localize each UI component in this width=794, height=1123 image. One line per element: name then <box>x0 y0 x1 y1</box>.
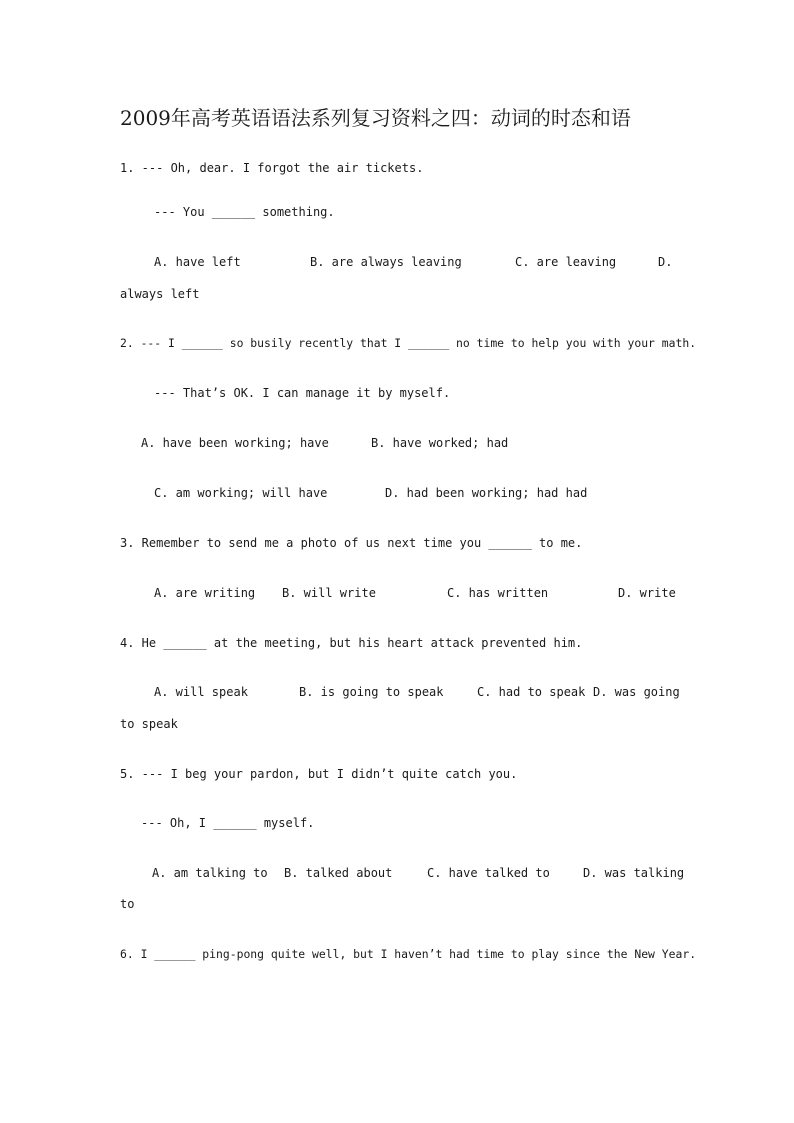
question-5-option-c: C. have talked to <box>427 866 550 880</box>
question-1-option-b: B. are always leaving <box>310 255 462 269</box>
question-3-option-c: C. has written <box>447 586 549 600</box>
question-5-option-d: D. was talking <box>583 866 685 880</box>
question-4-option-b: B. is going to speak <box>299 685 444 699</box>
question-2-reply: --- That’s OK. I can manage it by myself. <box>154 386 451 400</box>
question-4-option-d: D. was going <box>593 685 680 699</box>
question-2-option-c: C. am working; will have <box>154 486 328 500</box>
question-4-option-a: A. will speak <box>154 685 248 699</box>
question-5-stem: 5. --- I beg your pardon, but I didn’t quite catch you. <box>120 767 518 781</box>
question-3-option-a: A. are writing <box>154 586 256 600</box>
document-title: 2009年高考英语语法系列复习资料之四：动词的时态和语 <box>120 106 631 130</box>
question-2-option-d: D. had been working; had had <box>385 486 588 500</box>
question-2-stem: 2. --- I ______ so busily recently that I ______ no time to help you with your math. <box>120 336 697 350</box>
question-4-option-c: C. had to speak <box>477 685 586 699</box>
question-3-option-d: D. write <box>618 586 676 600</box>
question-5-option-a: A. am talking to <box>152 866 268 880</box>
question-5-option-d-continued: to <box>120 897 135 911</box>
question-1-reply: --- You ______ something. <box>154 205 335 219</box>
question-1-option-d-continued: always left <box>120 287 200 301</box>
question-5-reply: --- Oh, I ______ myself. <box>141 816 315 830</box>
question-1-option-c: C. are leaving <box>515 255 617 269</box>
question-1-option-d: D. <box>658 255 673 269</box>
question-1-option-a: A. have left <box>154 255 241 269</box>
question-1-stem: 1. --- Oh, dear. I forgot the air tickets. <box>120 161 424 175</box>
question-3-stem: 3. Remember to send me a photo of us next time you ______ to me. <box>120 536 583 550</box>
question-5-option-b: B. talked about <box>284 866 393 880</box>
question-4-stem: 4. He ______ at the meeting, but his heart attack prevented him. <box>120 636 583 650</box>
question-4-option-d-continued: to speak <box>120 717 178 731</box>
question-2-option-a: A. have been working; have <box>141 436 329 450</box>
question-3-option-b: B. will write <box>282 586 376 600</box>
question-6-stem: 6. I ______ ping-pong quite well, but I haven’t had time to play since the New Year. <box>120 947 697 961</box>
question-2-option-b: B. have worked; had <box>371 436 509 450</box>
